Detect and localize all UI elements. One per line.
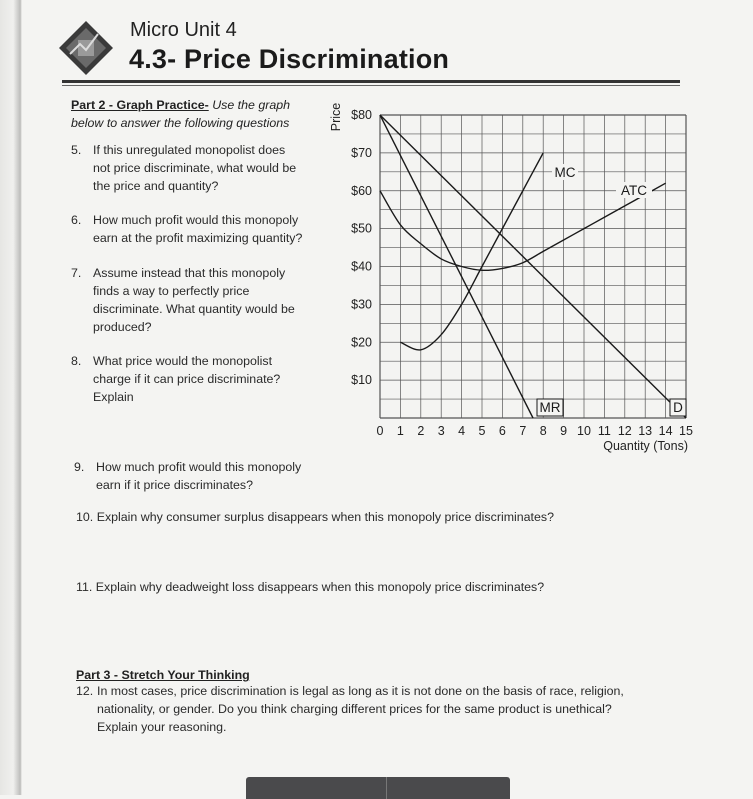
question-line: nationality, or gender. Do you think charging different prices for the same product is unethical? <box>97 702 612 716</box>
x-tick-label: 12 <box>617 424 632 438</box>
question-text: Explain why deadweight loss disappears when this monopoly price discriminates? <box>95 580 545 594</box>
question-number: 9. <box>74 460 85 474</box>
mc-curve <box>400 153 543 350</box>
x-axis-label: Quantity (Tons) <box>603 439 688 453</box>
mc-label: MC <box>554 165 576 180</box>
page-title: 4.3- Price Discrimination <box>129 44 450 74</box>
question-line: In most cases, price discrimination is legal as long as it is not done on the basis of race, religion, <box>97 684 624 698</box>
y-tick-label: $10 <box>351 373 372 388</box>
question-line: produced? <box>93 320 152 334</box>
question-number: 12. <box>76 684 94 698</box>
question-8 <box>71 352 321 408</box>
question-line: earn at the profit maximizing quantity? <box>93 231 303 245</box>
x-tick-label: 9 <box>560 424 568 438</box>
question-12 <box>76 682 676 738</box>
part3-heading: Part 3 - Stretch Your Thinking <box>76 668 250 682</box>
y-tick-label: $80 <box>351 108 372 122</box>
monopoly-cost-chart <box>320 95 700 465</box>
question-line: How much profit would this monopoly <box>93 213 299 227</box>
question-line: What price would the monopolist <box>93 354 273 368</box>
x-tick-label: 8 <box>539 424 547 438</box>
y-tick-label: $40 <box>351 259 372 274</box>
x-tick-label: 14 <box>658 424 673 438</box>
bottom-toolbar <box>246 777 510 799</box>
x-tick-label: 13 <box>638 424 653 438</box>
question-number: 10. <box>76 510 94 524</box>
paper-edge <box>0 0 22 795</box>
question-line: discriminate. What quantity would be <box>93 302 295 316</box>
y-tick-label: $30 <box>351 297 372 312</box>
part2-instructions: Use the graph below to answer the following questions <box>71 98 291 130</box>
question-7 <box>71 264 321 338</box>
question-line: If this unregulated monopolist does <box>93 143 286 157</box>
question-number: 6. <box>71 213 82 227</box>
course-logo <box>58 20 114 76</box>
question-9 <box>74 458 334 496</box>
question-number: 5. <box>71 143 82 157</box>
question-11 <box>76 578 544 596</box>
question-line: Explain <box>93 390 134 404</box>
question-number: 11. <box>76 580 93 594</box>
x-tick-label: 2 <box>417 424 425 438</box>
x-tick-label: 4 <box>458 424 466 438</box>
atc-label: ATC <box>621 183 647 198</box>
question-line: the price and quantity? <box>93 179 219 193</box>
x-tick-label: 15 <box>679 424 693 438</box>
part2-heading <box>71 96 316 132</box>
x-tick-label: 5 <box>478 424 486 438</box>
x-tick-label: 10 <box>577 424 591 438</box>
y-axis-label: Price <box>329 102 343 132</box>
question-5 <box>71 141 321 197</box>
question-line: earn if it price discriminates? <box>96 478 254 492</box>
question-line: finds a way to perfectly price <box>93 284 250 298</box>
mr-label: MR <box>539 400 561 415</box>
d-label: D <box>673 400 683 415</box>
x-tick-label: 0 <box>376 424 384 438</box>
question-number: 7. <box>71 266 82 280</box>
header-rule <box>62 80 680 83</box>
header-rule-thin <box>62 85 680 86</box>
x-tick-label: 7 <box>519 424 527 438</box>
x-tick-label: 1 <box>396 424 404 438</box>
question-line: Assume instead that this monopoly <box>93 266 286 280</box>
y-tick-label: $60 <box>351 183 372 198</box>
question-line: Explain your reasoning. <box>97 720 227 734</box>
question-6 <box>71 211 321 249</box>
y-tick-label: $20 <box>351 335 372 350</box>
y-tick-label: $50 <box>351 221 372 236</box>
question-text: Explain why consumer surplus disappears when this monopoly price discriminates? <box>96 510 554 524</box>
x-tick-label: 3 <box>437 424 445 438</box>
question-number: 8. <box>71 354 82 368</box>
question-line: not price discriminate, what would be <box>93 161 297 175</box>
question-10 <box>76 508 554 526</box>
x-tick-label: 11 <box>597 424 611 438</box>
unit-label: Micro Unit 4 <box>130 19 237 41</box>
question-line: charge if it can price discriminate? <box>93 372 281 386</box>
toolbar-divider <box>386 777 387 799</box>
y-tick-label: $70 <box>351 145 372 160</box>
question-line: How much profit would this monopoly <box>96 460 302 474</box>
x-tick-label: 6 <box>498 424 506 438</box>
part2-heading-label: Part 2 - Graph Practice- <box>71 98 209 112</box>
